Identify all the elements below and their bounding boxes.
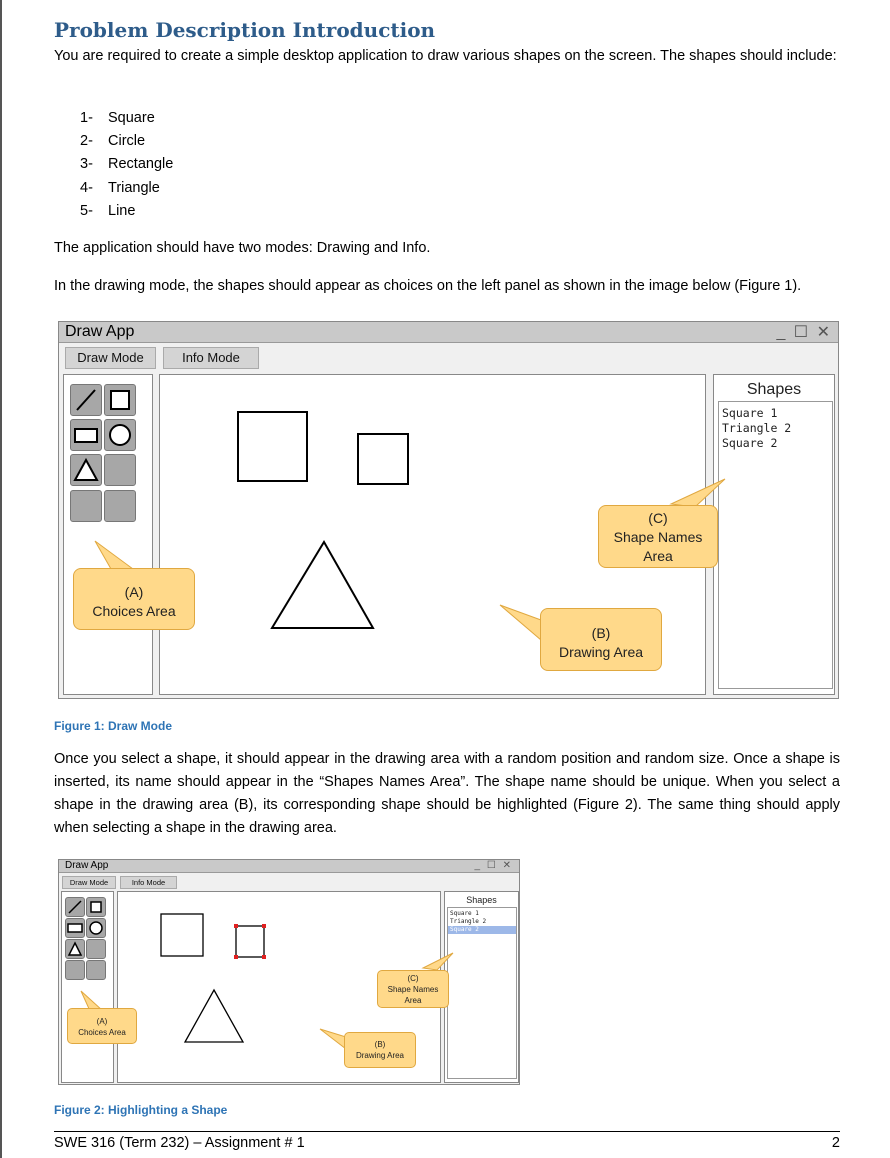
page-number: 2: [831, 1135, 840, 1151]
square-1-shape[interactable]: [238, 412, 307, 481]
triangle-icon: [66, 940, 84, 958]
info-mode-button[interactable]: Info Mode: [120, 876, 177, 889]
shape-name-item[interactable]: Triangle 2: [450, 918, 487, 925]
triangle-2-shape[interactable]: [272, 542, 373, 628]
info-mode-button[interactable]: Info Mode: [163, 347, 259, 369]
list-item: 4- Triangle: [80, 179, 160, 196]
shape-names-list[interactable]: [447, 907, 517, 1079]
triangle-2-shape[interactable]: [185, 990, 243, 1042]
intro-paragraph: You are required to create a simple desktop application to draw various shapes on the screen. The shapes should include:: [54, 48, 837, 64]
circle-tool[interactable]: [104, 419, 136, 451]
modes-paragraph: The application should have two modes: Drawing and Info.: [54, 240, 431, 256]
empty-tool-slot[interactable]: [104, 490, 136, 522]
callout-c-text: Area: [404, 996, 422, 1005]
empty-tool-slot[interactable]: [86, 960, 106, 980]
shapes-heading: Shapes: [466, 895, 497, 905]
rectangle-tool[interactable]: [65, 918, 85, 938]
figure-2-draw-app-window: [58, 859, 520, 1085]
window-titlebar: [59, 322, 838, 343]
callout-c: [377, 970, 449, 1008]
callout-b: [344, 1032, 416, 1068]
shape-name-item[interactable]: Triangle 2: [722, 421, 792, 435]
callout-c-letter: (C): [407, 974, 419, 983]
rectangle-icon: [71, 420, 101, 450]
callout-a: [73, 568, 195, 630]
callout-b-letter: (B): [591, 625, 611, 641]
triangle-tool[interactable]: [70, 454, 102, 486]
page-left-border: [0, 0, 2, 1158]
circle-tool[interactable]: [86, 918, 106, 938]
list-item: 5- Line: [80, 202, 136, 219]
list-item: 3- Rectangle: [80, 156, 174, 173]
rectangle-tool[interactable]: [70, 419, 102, 451]
window-title: Draw App: [65, 323, 135, 340]
callout-b-text: Drawing Area: [355, 1051, 405, 1060]
callout-a: [67, 1008, 137, 1044]
selection-handle[interactable]: [234, 924, 238, 928]
triangle-icon: [71, 455, 101, 485]
footer-divider: [54, 1131, 840, 1132]
draw-mode-button[interactable]: Draw Mode: [65, 347, 156, 369]
selection-paragraph: Once you select a shape, it should appear in the drawing area with a random position and random size. Once a shape is inserted, its name should appear in the “Shapes Names Area”. The shape name should be unique. When you select a shape in the drawing area (B), its corresponding shape should be highlighted (Figure 2). The same thing should apply when selecting a shape in the drawing area.: [54, 751, 840, 836]
empty-tool-slot[interactable]: [86, 939, 106, 959]
rectangle-icon: [66, 919, 84, 937]
callout-a-text: Choices Area: [78, 1028, 126, 1037]
empty-tool-slot[interactable]: [65, 960, 85, 980]
callout-b-letter: (B): [374, 1040, 386, 1049]
circle-icon: [105, 420, 135, 450]
square-icon: [105, 385, 135, 415]
drawing-mode-paragraph: In the drawing mode, the shapes should appear as choices on the left panel as shown in the image below (Figure 1).: [54, 278, 802, 294]
figure-2-caption: Figure 2: Highlighting a Shape: [54, 1103, 228, 1117]
square-icon: [87, 898, 105, 916]
choices-panel: [61, 891, 114, 1083]
callout-c-letter: (C): [648, 510, 668, 526]
selection-handle[interactable]: [262, 955, 266, 959]
callout-c-text: Shape Names: [387, 985, 439, 994]
shapes-heading: Shapes: [746, 381, 802, 398]
callout-a-letter: (A): [124, 584, 144, 600]
list-item: 2- Circle: [80, 133, 146, 150]
shapes-list: [80, 107, 173, 223]
square-2-shape[interactable]: [236, 926, 264, 957]
square-1-shape[interactable]: [161, 914, 203, 956]
square-tool[interactable]: [86, 897, 106, 917]
figure-1-caption: Figure 1: Draw Mode: [54, 719, 173, 733]
selection-handle[interactable]: [262, 924, 266, 928]
callout-b-text: Drawing Area: [558, 644, 644, 660]
figure-1-draw-app-window: [58, 321, 839, 699]
choices-panel: [63, 374, 153, 695]
callout-a-text: Choices Area: [92, 603, 176, 619]
shape-name-item[interactable]: Square 2: [722, 436, 778, 450]
section-heading: Problem Description Introduction: [54, 18, 436, 42]
shape-names-panel: [713, 374, 835, 695]
shape-name-item-selected[interactable]: Square 2: [448, 926, 516, 934]
circle-icon: [87, 919, 105, 937]
callout-c-text: Shape Names: [613, 529, 703, 545]
shape-name-item[interactable]: Square 1: [450, 910, 479, 917]
empty-tool-slot[interactable]: [70, 490, 102, 522]
footer-course: SWE 316 (Term 232) – Assignment # 1: [54, 1135, 305, 1151]
callout-b: [540, 608, 662, 671]
window-titlebar: [59, 860, 519, 873]
window-controls-icon[interactable]: _ ☐ ✕: [474, 860, 513, 871]
selection-handle[interactable]: [234, 955, 238, 959]
square-2-shape[interactable]: [358, 434, 408, 484]
callout-c-text: Area: [643, 548, 673, 564]
callout-c: [598, 505, 718, 568]
window-title: Draw App: [65, 860, 109, 871]
window-controls-icon[interactable]: _ ☐ ✕: [776, 324, 832, 341]
line-icon: [71, 385, 101, 415]
callout-a-letter: (A): [96, 1017, 108, 1026]
triangle-tool[interactable]: [65, 939, 85, 959]
line-tool[interactable]: [70, 384, 102, 416]
list-item: 1- Square: [80, 110, 155, 126]
shape-names-list[interactable]: [718, 401, 833, 689]
line-tool[interactable]: [65, 897, 85, 917]
draw-mode-button[interactable]: Draw Mode: [62, 876, 116, 889]
shape-names-panel: [444, 891, 519, 1083]
line-icon: [66, 898, 84, 916]
empty-tool-slot[interactable]: [104, 454, 136, 486]
shape-name-item[interactable]: Square 1: [722, 406, 778, 420]
square-tool[interactable]: [104, 384, 136, 416]
